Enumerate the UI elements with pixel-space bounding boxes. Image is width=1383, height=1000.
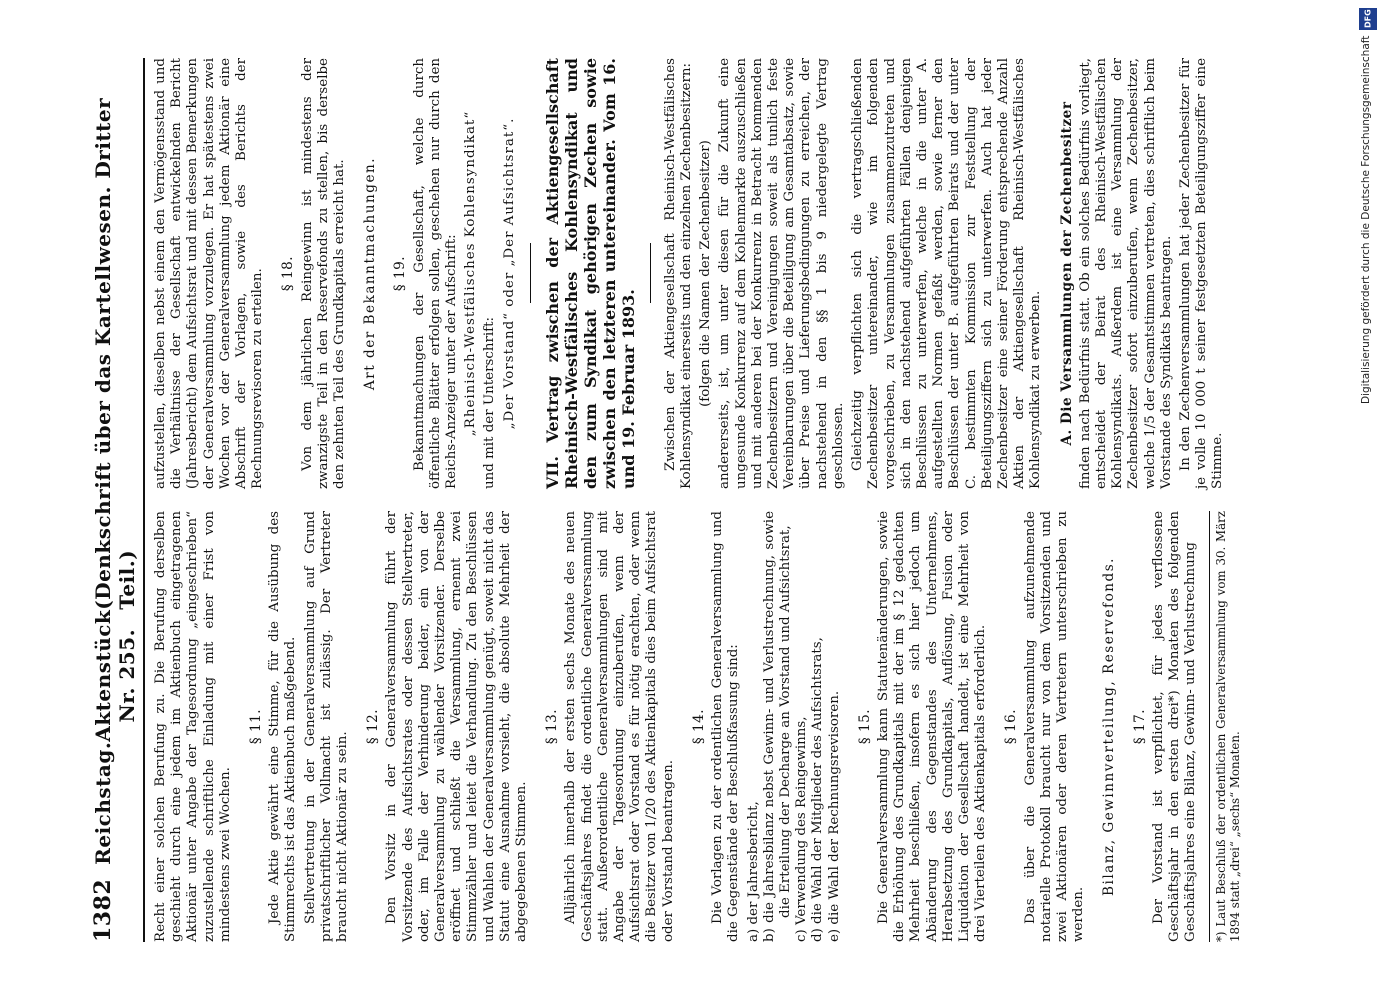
paragraph: Alljährlich innerhalb der ersten sechs Monate des neuen Geschäftsjahres findet die ordentliche Generalversammlung statt. Außerordentliche Generalversammlungen sind mit Angabe der Tagesordnung einzuberufen, wenn der Aufsichtsrat oder Vorstand es für nötig erachten, oder wenn die Besitzer von 1/20 des Aktienkapitals dies beim Aufsichtsrat oder Vorstand beantragen. — [563, 511, 676, 942]
list-item: e) die Wahl der Rechnungsrevisoren. — [826, 690, 842, 942]
list-item: a) der Jahresbericht, — [745, 801, 761, 942]
section-heading: § 17. — [1131, 708, 1148, 745]
section-heading: § 11. — [248, 708, 265, 745]
section-heading: § 18. — [280, 255, 297, 292]
left-column — [153, 511, 1242, 942]
section-heading: § 19. — [392, 255, 409, 292]
subsection-heading: Bilanz, Gewinnverteilung, Reservefonds. — [1101, 556, 1118, 897]
section-heading: § 12. — [365, 708, 382, 745]
divider — [650, 244, 651, 304]
page-header — [90, 58, 145, 942]
header-title: (Denkschrift über das Kartellwesen. Dritter Teil.) — [91, 97, 139, 610]
header-aktenstueck: Aktenstück Nr. 255. — [91, 609, 139, 742]
quote-line: „Rheinisch-Westfälisches Kohlensyndikat“ — [463, 110, 479, 437]
section-heading: § 13. — [544, 708, 561, 745]
section-heading: § 16. — [1003, 708, 1020, 745]
paragraph: und mit der Unterschrift: — [482, 317, 498, 489]
divider — [530, 244, 531, 304]
paragraph: Den Vorsitz in der Generalversammlung führt der Vorsitzende des Aufsichtsrates oder dessen Stellvertreter, oder, im Falle der Verhinderung beider, ein von der Generalversammlung zu wählender Vorsitzender. Derselbe eröffnet und schließt die Versammlung, ernennt zwei Stimmzähler und leitet die Verhandlung. Zu den Beschlüssen und Wahlen der Generalversammlung genügt, soweit nicht das Statut eine Ausnahme vorsieht, die absolute Mehrheit der abgegebenen Stimmen. — [384, 511, 530, 942]
paragraph: Die Generalversammlung kann Statutenänderungen, sowie die Erhöhung des Grundkapitals mit der im § 12 gedachten Mehrheit beschließen, insofern es sich hier jedoch um Abänderung des Gegenstandes des Unternehmens, Herabsetzung des Grundkapitals, Auflösung, Fusion oder Liquidation der Gesellschaft handelt, ist eine Mehrheit von drei Vierteilen des Aktienkapitals erforderlich. — [875, 511, 989, 942]
paragraph: Zwischen der Aktiengesellschaft Rheinisch-Westfälisches Kohlensyndikat einerseits und den einzelnen Zechenbesitzern: — [662, 58, 695, 489]
list-item: c) Verwendung des Reingewinns, — [794, 716, 810, 942]
text-columns — [153, 58, 1242, 942]
paragraph: Der Vorstand ist verpflichtet, für jedes verflossene Geschäftsjahr in den ersten drei*) Monaten des folgenden Geschäftsjahres eine Bilanz, Gewinn- und Verlustrechnung — [1150, 511, 1199, 942]
paragraph: Bekanntmachungen der Gesellschaft, welche durch öffentliche Blätter erfolgen sollen, geschehen nur durch den Reichs-Anzeiger unter der Aufschrift: — [411, 58, 460, 489]
header-reichstag: Reichstag. — [91, 741, 115, 865]
dfg-logo-icon: DFG — [1359, 8, 1377, 30]
agenda-list — [746, 511, 843, 942]
paragraph: Die Vorlagen zu der ordentlichen Generalversammlung und die Gegenstände der Beschlußfassung sind: — [710, 511, 742, 942]
paragraph: In den Zechenversammlungen hat jeder Zechenbesitzer für je volle 10 000 t seiner festgesetzten Beteiligungsziffer eine Stimme. — [1177, 58, 1226, 489]
digitization-note: Digitalisierung gefördert durch die Deutsche Forschungsgemeinschaft — [1360, 36, 1372, 405]
section-heading: § 15. — [856, 708, 873, 745]
paragraph: Jede Aktie gewährt eine Stimme, für die Ausübung des Stimmrechts ist das Aktienbuch maßgebend. — [267, 511, 299, 942]
list-item: d) die Wahl der Mitglieder des Aufsichtsrats, — [810, 637, 826, 942]
paragraph: (folgen die Namen der Zechenbesitzer) — [698, 140, 714, 407]
subsection-heading: Art der Bekanntmachungen. — [362, 156, 379, 391]
paragraph: aufzustellen, dieselben nebst einem den Vermögensstand und die Verhältnisse der Gesellschaft entwickelnden Bericht (Jahresbericht) dem Aufsichtsrat und mit dessen Bemerkungen der Generalversammlung vorzulegen. Er hat spätestens zwei Wochen vor der Generalversammlung jedem Aktionär eine Abschrift der Vorlagen, sowie des Berichts der Rechnungsrevisoren zu erteilen. — [153, 58, 266, 489]
document-page — [20, 0, 1320, 1000]
contract-heading: VII. Vertrag zwischen der Aktiengesellschaft Rheinisch-Westfälisches Kohlensyndikat und den zum Syndikat gehörigen Zechen sowie zwischen den letzteren untereinander. Vom 16. und 19. Februar 1893. — [542, 58, 638, 489]
right-column — [153, 58, 1242, 489]
section-heading: § 14. — [690, 708, 707, 745]
subsection-heading: A. Die Versammlungen der Zechenbesitzer — [1058, 101, 1075, 446]
page-number: 1382 — [90, 878, 116, 942]
list-item: b) die Jahresbilanz nebst Gewinn- und Verlustrechnung, sowie die Erteilung der Decharge an Vorstand und Aufsichtsrat, — [761, 511, 793, 942]
paragraph: finden nach Bedürfnis statt. Ob ein solches Bedürfnis vorliegt, entscheidet der Beirat des Rheinisch-Westfälischen Kohlensyndikats. Außerdem ist eine Versammlung der Zechenbesitzer sofort einzuberufen, wenn Zechenbesitzer, welche 1/5 der Gesamtstimmen vertreten, dies schriftlich beim Vorstande des Syndikats beantragen. — [1077, 58, 1174, 489]
quote-line: „Der Vorstand“ oder „Der Aufsichtsrat“. — [501, 117, 517, 430]
paragraph: Stellvertretung in der Generalversammlung auf Grund privatschriftlicher Vollmacht ist zulässig. Der Vertreter braucht nicht Aktionär zu sein. — [302, 511, 351, 942]
digitization-stamp — [1359, 8, 1377, 708]
paragraph: Gleichzeitig verpflichten sich die vertragschließenden Zechenbesitzer untereinander, wie im folgenden vorgeschrieben, zu Versammlungen zusammenzutreten und sich in den nachstehend aufgeführten Fällen denjenigen Beschlüssen zu unterwerfen, welche in die unter A. aufgestellten Normen gefaßt werden, sowie ferner den Beschlüssen der unter B. aufgeführten Beirats und der unter C. bestimmten Kommission zur Feststellung der Beteiligungsziffern sich zu unterwerfen. Auch hat jeder Zechenbesitzer eine seiner Förderung entsprechende Anzahl Aktien der Aktiengesellschaft Rheinisch-Westfälisches Kohlensyndikat zu erwerben. — [850, 58, 1044, 489]
paragraph: Von dem jährlichen Reingewinn ist mindestens der zwanzigste Teil in den Reservefonds zu stellen, bis derselbe den zehnten Teil des Grundkapitals erreicht hat. — [299, 58, 348, 489]
footnote: *) Laut Beschluß der ordentlichen Generalversammlung vom 30. März 1894 statt „drei“ „sechs“ Monaten. — [1209, 511, 1242, 942]
paragraph: Recht einer solchen Berufung zu. Die Berufung derselben geschieht durch eine jedem im Aktienbuch eingetragenen Aktionär unter Angabe der Tagesordnung „eingeschrieben“ zuzustellende schriftliche Einladung mit einer Frist von mindestens zwei Wochen. — [153, 511, 233, 942]
paragraph: andererseits, ist, um unter diesen für die Zukunft eine ungesunde Konkurrenz auf dem Kohlenmarkte auszuschließen und mit anderen bei der Konkurrenz in Betracht kommenden Zechenbesitzern und Vereinigungen soweit als tunlich feste Vereinbarungen über die Beteiligung am Gesamtabsatz, sowie über Preise und Lieferungsbedingungen zu erreichen, der nachstehend in den §§ 1 bis 9 niedergelegte Vertrag geschlossen. — [717, 58, 846, 489]
paragraph: Das über die Generalversammlung aufzunehmende notarielle Protokoll braucht nur von dem Vorsitzenden und zwei Aktionären oder deren Vertretern unterschrieben zu werden. — [1022, 511, 1087, 942]
